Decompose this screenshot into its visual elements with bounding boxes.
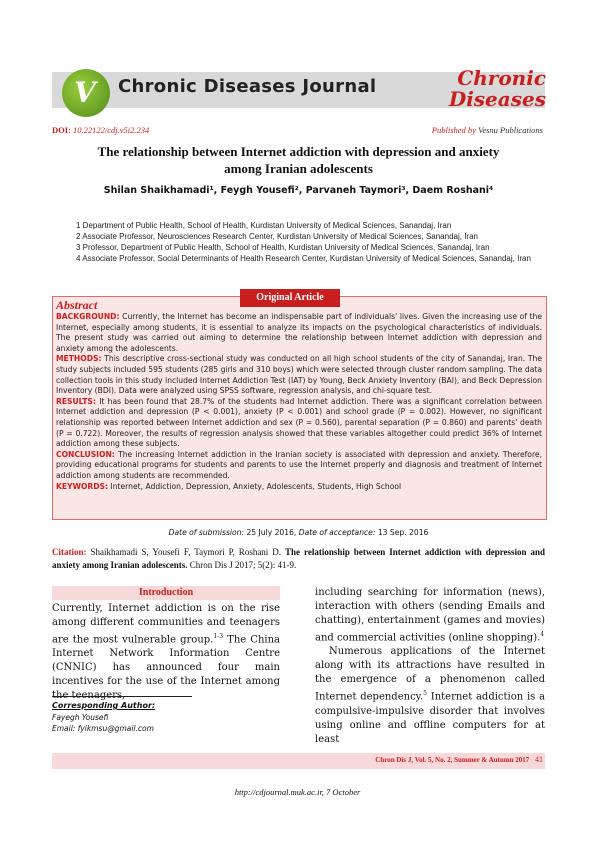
corresponding-author-name: Fayegh Yousefi: [52, 713, 109, 722]
submission-label: Date of submission:: [168, 528, 245, 537]
doi-value[interactable]: 10.22122/cdj.v5i2.234: [73, 125, 150, 135]
corresponding-author-heading: Corresponding Author:: [52, 701, 156, 710]
doi-line: [52, 125, 149, 135]
intro-right-column: [315, 586, 545, 747]
article-title: [52, 143, 545, 177]
acceptance-label: Date of acceptance:: [298, 528, 376, 537]
journal-name: Chronic Diseases Journal: [118, 76, 377, 97]
citation-authors: Shaikhamadi S, Yousefi F, Taymori P, Roshani D.: [90, 547, 282, 557]
journal-wordmark-logo: [428, 68, 546, 112]
footer-journal-info: [375, 755, 543, 764]
published-by-label: Published by: [431, 125, 476, 135]
introduction-heading: Introduction: [138, 587, 194, 598]
intro-paragraph: [315, 645, 545, 746]
keywords-label: KEYWORDS:: [56, 481, 109, 491]
journal-leaf-logo-icon: [62, 69, 110, 117]
affiliation-item: 2 Associate Professor, Neurosciences Research Center, Kurdistan University of Medical Sciences, Sanandaj, Iran: [76, 232, 478, 241]
intro-text: Currently, Internet addiction is on the rise among different communities and teenagers are the most vulnerable group.: [52, 603, 280, 646]
intro-text: The China Internet Network Information Centre (CNNIC) has announced four main incentives for the use of the Internet among the teenagers,: [52, 634, 280, 702]
intro-text: Internet addiction is a compulsive-impulsive disorder that involves using online and offline computers for at least: [315, 691, 545, 745]
article-title-line-1: The relationship between Internet addiction with depression and anxiety: [97, 144, 500, 159]
doi-label: DOI:: [52, 125, 71, 135]
citation-source: Chron Dis J 2017; 5(2): 41-9.: [189, 560, 297, 570]
submission-date: 25 July 2016,: [246, 528, 297, 537]
citation-block: [52, 546, 545, 572]
citation-label: Citation:: [52, 547, 87, 557]
reference-marker[interactable]: 1-3: [213, 633, 224, 640]
footnote-divider: [52, 696, 192, 697]
results-text: It has been found that 28.7% of the students had Internet addiction. There was a significant correlation between Internet addiction and depression (P < 0.001), anxiety (P < 0.001) and school grade (P = 0.002). However, no significant relationship was reported between Internet addiction and sex (P = 0.560), parental separation (P = 0.860) and parents' death (P = 0.722). Moreover, the results of regression analysis showed that these variables altogether could predict 36% of Internet addiction among these subjects.: [56, 396, 542, 449]
affiliation-list: [76, 220, 536, 264]
logo-word-chronic: Chronic: [457, 66, 546, 90]
affiliation-item: 1 Department of Public Health, School of Health, Kurdistan University of Medical Sciences, Sanandaj, Iran: [76, 221, 452, 230]
background-text: Currently, the Internet has become an indispensable part of individuals' lives. Given the increasing use of the Internet, especially among students, it is essential to analyze its impacts on the psychological characteristics of individuals. The present study was carried out aiming to determine the relationship between Internet addiction with depression and anxiety among the adolescents.: [56, 312, 542, 353]
article-type-badge: Original Article: [240, 289, 340, 307]
conclusion-label: CONCLUSION:: [56, 449, 115, 459]
keywords-text: Internet, Addiction, Depression, Anxiety, Adolescents, Students, High School: [110, 481, 402, 491]
affiliation-item: 3 Professor, Department of Public Health, School of Health, Kurdistan University of Medical Sciences, Sanandaj, Iran: [76, 243, 490, 252]
methods-label: METHODS:: [56, 354, 102, 364]
corresponding-author-email[interactable]: Email: fyikmsu@gmail.com: [52, 724, 154, 733]
background-label: BACKGROUND:: [56, 312, 120, 321]
abstract-body: [56, 312, 542, 492]
submission-dates: [52, 528, 545, 537]
intro-paragraph: [315, 586, 545, 645]
footer-issue-text: Chron Dis J, Vol. 5, No. 2, Summer & Autumn 2017: [375, 756, 530, 764]
download-url-line[interactable]: http://cdjournal.muk.ac.ir, 7 October: [234, 787, 361, 797]
abstract-methods: [56, 354, 542, 396]
intro-paragraph: [52, 602, 280, 703]
intro-text: Numerous applications of the Internet along with its attractions have resulted in the emergence of a phenomenon called Internet dependency.: [315, 646, 545, 703]
abstract-conclusion: [56, 450, 542, 482]
acceptance-date: 13 Sep. 2016: [377, 528, 429, 537]
results-label: RESULTS:: [56, 396, 96, 406]
abstract-heading: Abstract: [56, 298, 98, 312]
methods-text: This descriptive cross-sectional study was conducted on all high school students of the city of Sanandaj, Iran. The study subjects included 595 students (285 girls and 310 boys) which were selected through cluster random sampling. The data collection tools in this study included Internet Addiction Test (IAT) by Young, Beck Anxiety Inventory (BAI), and Beck Depression Inventory (BDI). Data were analyzed using SPSS software, regression analysis, and chi-square test.: [56, 354, 542, 396]
page-number: 41: [535, 755, 543, 764]
author-list: Shilan Shaikhamadi¹, Feygh Yousefi², Parvaneh Taymori³, Daem Roshani⁴: [103, 185, 494, 196]
intro-text: including searching for information (news), interaction with others (sending Emails and chatting), entertainment (games and movies) and commercial activities (online shopping).: [315, 587, 545, 644]
logo-letter: V: [74, 76, 96, 109]
reference-marker[interactable]: 5: [423, 690, 427, 698]
abstract-keywords: [56, 482, 542, 493]
affiliation-item: 4 Associate Professor, Social Determinants of Health Research Center, Kurdistan University of Medical Sciences, Sanandaj, Iran: [76, 254, 531, 263]
publisher-name: Vesnu Publications: [478, 125, 543, 135]
abstract-background: [56, 312, 542, 354]
conclusion-text: The increasing Internet addiction in the Iranian society is associated with depression and anxiety. Therefore, providing educational programs for students and parents to use the Internet properly and diagnosis and treatment of Internet addiction among students are recommended.: [56, 449, 542, 480]
abstract-results: [56, 397, 542, 450]
article-title-line-2: among Iranian adolescents: [224, 161, 373, 176]
logo-word-diseases: Diseases: [448, 87, 546, 111]
publisher-line: [432, 125, 543, 135]
intro-left-column: [52, 602, 280, 703]
reference-marker[interactable]: 4: [540, 631, 545, 638]
citation-title: The relationship between Internet addiction with depression and anxiety among Iranian adolescents.: [52, 547, 546, 570]
